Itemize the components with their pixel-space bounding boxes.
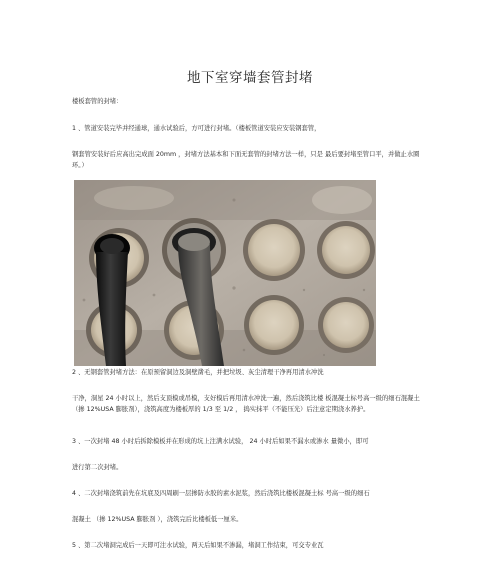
page-title: 地下室穿墙套管封堵 [187,70,313,86]
paragraph-step-3: 3 、一次封堵 48 小时后拆除模板并在形成的坑上注满水试验， 24 小时后如果不漏水或渗水 量微小，即可 [72,438,369,445]
paragraph-step-1: 1 、管道安装完毕并经通球，通水试验后，方可进行封堵。（楼板管道安装应安装钢套管， [72,125,321,132]
paragraph-step-4: 4 、二次封堵浇筑前先在坑底及四周刷一层掺防水胶的素水泥浆，然后浇筑比楼板混凝土标 号高一级的细石 [72,490,370,497]
paragraph-intro: 楼板套管的封堵： [72,98,123,105]
paragraph-step-3-continued: 进行第二次封堵。 [72,464,123,471]
photo-illustration [74,180,376,366]
paragraph-step-5: 5 、第二次堵洞完成后一天即可注水试验，两天后如果不渗漏，堵洞工作结束，可交专业瓦 [72,542,324,549]
sealed-pipe-holes-photo [74,180,376,366]
paragraph-step-2: 2 、无钢套管封堵方法：在原预留洞边及洞壁凿毛，并把垃圾、灰尘清理干净再用清水冲洗 [72,369,324,376]
paragraph-step-1-continued: 钢套管安装好后应高出完成面 20mm ，封堵方法基本和下面无套管的封堵方法一样，只是 最后要封堵至管口平，并做止水圈环。） [72,151,420,169]
paragraph-step-2-continued: 干净，洞星 24 小时以上，然后支顶模或吊模，支好模后再用清水冲洗一遍，然后浇筑比楼 板混凝土标号高一级的细石混凝土 （掺 12%USA 膨胀剂），浇筑高度为楼板厚的 1/3 至 1/2 ， 捣实抹平（不能压光）后注意定期浇水养护。 [72,395,420,413]
paragraph-step-4-continued: 混凝土 （掺 12%USA 膨胀剂 ），浇筑完后比楼板低一厘米。 [72,516,243,523]
